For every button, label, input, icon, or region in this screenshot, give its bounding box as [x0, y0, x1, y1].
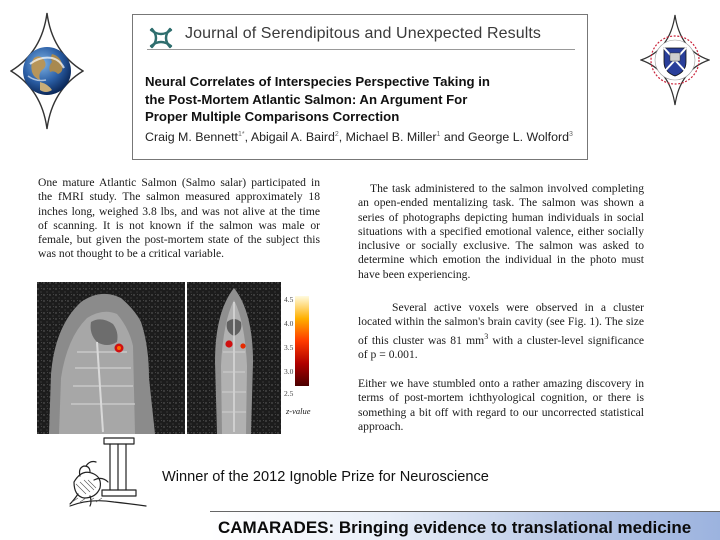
results-text: Several active voxels were observed in a cluster located within the salmon's brain cavity (see Fig. 1). The size of this cluster was 81 mm [358, 301, 644, 347]
cartoon-illustration [60, 432, 156, 512]
colorbar-tick: 3.0 [284, 367, 294, 376]
author-affiliation: 1 [436, 131, 441, 138]
paper-authors [145, 127, 575, 146]
author-affiliation: 2 [334, 131, 339, 138]
author-affiliation: 1* [237, 131, 245, 138]
body-paragraph-task: The task administered to the salmon involved completing an open-ended mentalizing task. The salmon was shown a series of photographs depicting human individuals in social situations with a specified emotional valence, either socially inclusive or socially exclusive. The salmon was asked to determine which emotion the individual in the photo must have been experiencing. [358, 182, 644, 281]
author-affiliation: 3 [569, 131, 573, 138]
body-paragraph-conclusion: Either we have stumbled onto a rather amazing discovery in terms of post-mortem ichthyological cognition, or there is something a bit off with regard to our uncorrected statistical approach. [358, 377, 644, 433]
paper-title-line: Neural Correlates of Interspecies Perspective Taking in [145, 74, 490, 89]
results-superscript: 3 [484, 331, 489, 341]
prize-caption: Winner of the 2012 Ignoble Prize for Neuroscience [162, 469, 489, 485]
author-name: Craig M. Bennett [145, 130, 238, 145]
author-name: Michael B. Miller [345, 130, 437, 145]
journal-header-box [132, 14, 588, 160]
journal-divider [147, 49, 575, 50]
colorbar-tick: 4.5 [284, 295, 294, 304]
globe-logo-icon [10, 12, 84, 130]
footer-title: CAMARADES: Bringing evidence to translational medicine [218, 518, 692, 537]
author-separator: , [338, 130, 346, 145]
author-separator: , [244, 130, 251, 145]
journal-knot-icon [147, 25, 175, 51]
university-crest-icon [640, 14, 710, 106]
results-text-end: with a cluster-level significance of p = 0.001. [358, 333, 644, 361]
body-paragraph-results [358, 301, 644, 362]
journal-name: Journal of Serendipitous and Unexpected Results [185, 25, 542, 42]
fmri-scan-figure [37, 282, 320, 434]
author-separator: and [440, 130, 468, 145]
author-name: George L. Wolford [468, 130, 570, 145]
colorbar-tick: 3.5 [284, 343, 294, 352]
colorbar-label: z-value [286, 406, 311, 416]
activation-cluster [225, 340, 232, 347]
body-paragraph-subject: One mature Atlantic Salmon (Salmo salar) participated in the fMRI study. The salmon measured approximately 18 inches long, weighed 3.8 lbs, and was not alive at the time of scanning. It is not known if the salmon was male or female, but given the post-mortem state of the subject this was not thought to be a critical variable. [38, 176, 320, 261]
paper-title [145, 73, 575, 126]
colorbar-tick: 2.5 [284, 389, 294, 398]
colorbar [295, 296, 309, 386]
paper-title-line: the Post-Mortem Atlantic Salmon: An Argument For [145, 91, 468, 107]
paper-title-line: Proper Multiple Comparisons Correction [145, 109, 400, 124]
colorbar-tick: 4.0 [284, 319, 294, 328]
author-name: Abigail A. Baird [250, 130, 335, 145]
